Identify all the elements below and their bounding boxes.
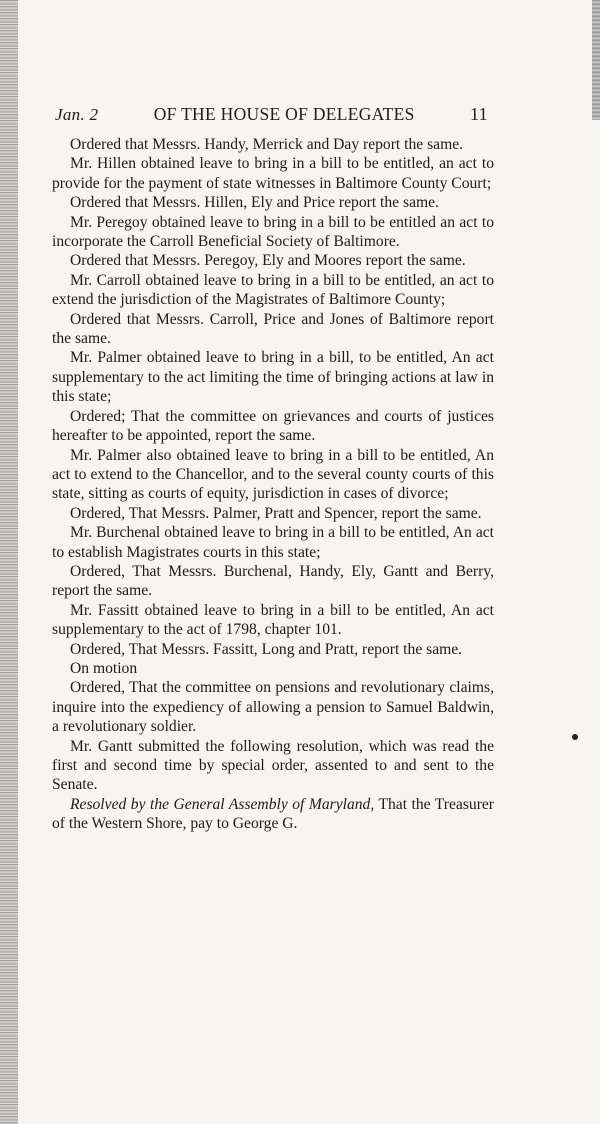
paragraph: On motion	[70, 659, 138, 677]
document-body	[52, 135, 494, 834]
header-date: Jan. 2	[55, 105, 99, 124]
paragraph: Mr. Palmer obtained leave to bring in a bill, to be entitled, An act supplementary to the act limiting the time of bringing actions at law in this state;	[52, 349, 494, 406]
paragraph: Ordered, That Messrs. Fassitt, Long and Pratt, report the same.	[70, 640, 463, 658]
paragraph: Ordered that Messrs. Peregoy, Ely and Moores report the same.	[70, 252, 466, 270]
paragraph: Mr. Gantt submitted the following resolution, which was read the first and second time by special order, assented to and sent to the Senate.	[52, 737, 494, 794]
paragraph: Mr. Palmer also obtained leave to bring in a bill to be entitled, An act to extend to the Chancellor, and to the several county courts of this state, sitting as courts of equity, jurisdiction in cases of divorce;	[52, 446, 494, 503]
paragraph: Ordered that Messrs. Handy, Merrick and Day report the same.	[70, 136, 464, 153]
paragraph: Mr. Hillen obtained leave to bring in a bill to be entitled, an act to provide for the payment of state witnesses in Baltimore County Court;	[52, 155, 494, 192]
book-binding-edge	[0, 0, 18, 1124]
margin-dot	[572, 734, 578, 740]
paragraph: Mr. Peregoy obtained leave to bring in a bill to be entitled an act to incorporate the Carroll Beneficial Society of Baltimore.	[52, 213, 494, 251]
page-right-edge	[592, 0, 600, 120]
paragraph: Ordered, That Messrs. Burchenal, Handy, Ely, Gantt and Berry, report the same.	[52, 562, 494, 600]
resolution-paragraph	[52, 795, 494, 834]
page-number: 11	[470, 104, 488, 124]
document-page	[52, 104, 494, 834]
paragraph: Mr. Fassitt obtained leave to bring in a bill to be entitled, An act supplementary to the act of 1798, chapter 101.	[52, 601, 494, 639]
paragraph: Ordered; That the committee on grievances and courts of justices hereafter to be appointed, report the same.	[52, 407, 494, 445]
paragraph: Ordered that Messrs. Carroll, Price and Jones of Baltimore report the same.	[52, 310, 494, 348]
running-header	[52, 104, 494, 125]
header-title: OF THE HOUSE OF DELEGATES	[153, 104, 415, 124]
paragraph: Mr. Burchenal obtained leave to bring in a bill to be entitled, An act to establish Magistrates courts in this state;	[52, 524, 494, 561]
resolution-lead: Resolved by the General Assembly of Maryland,	[70, 795, 375, 813]
resolution-text: That the Treasurer of the Western Shore, pay to George G.	[52, 795, 494, 833]
paragraph: Ordered, That the committee on pensions and revolutionary claims, inquire into the expediency of allowing a pension to Samuel Baldwin, a revolutionary soldier.	[52, 679, 494, 736]
paragraph: Ordered that Messrs. Hillen, Ely and Price report the same.	[70, 194, 439, 212]
paragraph: Mr. Carroll obtained leave to bring in a bill to be entitled, an act to extend the jurisdiction of the Magistrates of Baltimore County;	[52, 271, 494, 309]
paragraph: Ordered, That Messrs. Palmer, Pratt and Spencer, report the same.	[70, 504, 482, 522]
